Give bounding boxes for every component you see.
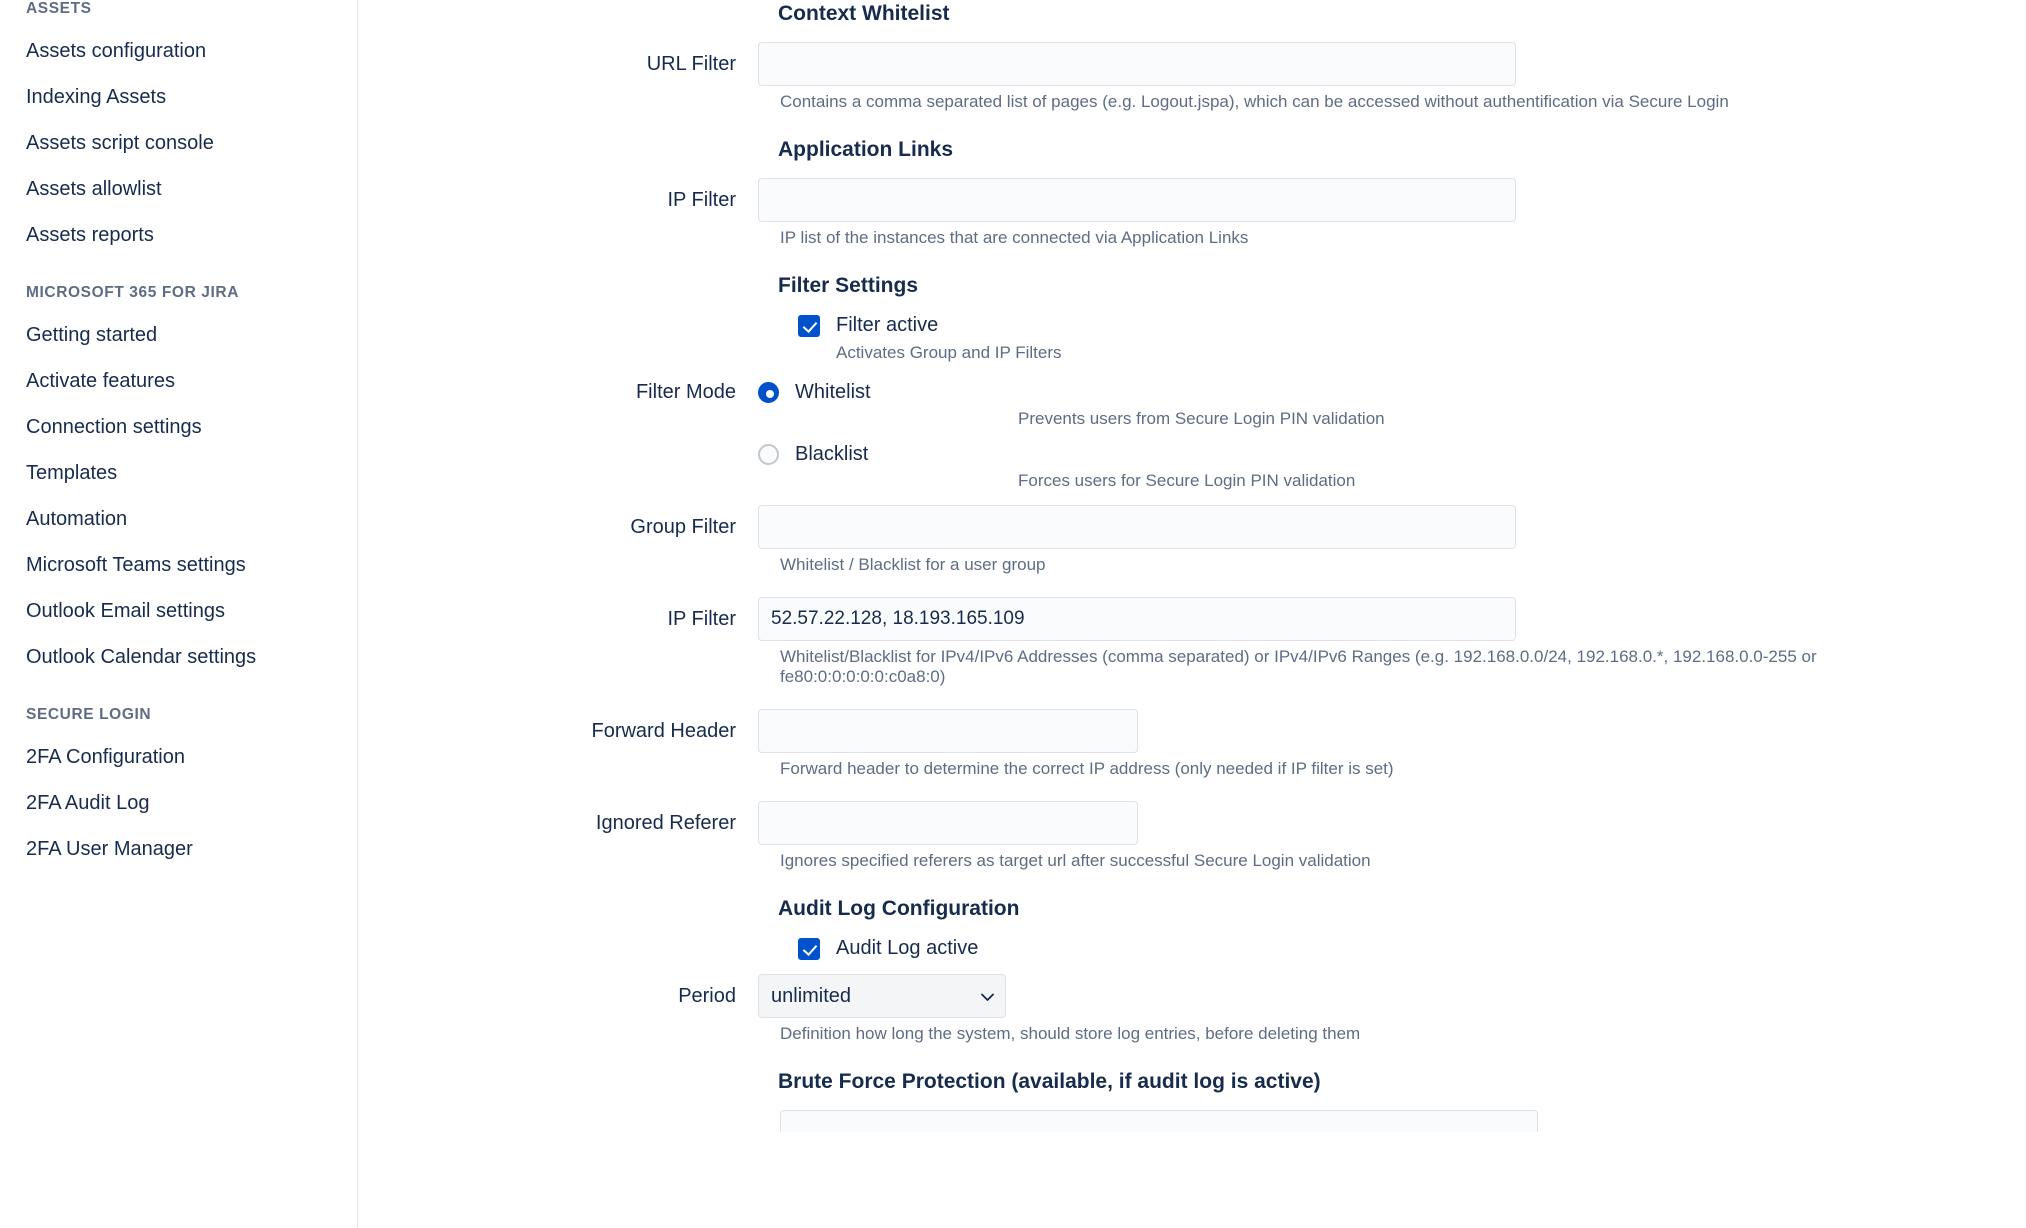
period-select-wrapper[interactable] xyxy=(758,974,1006,1018)
label-audit-log-active: Audit Log active xyxy=(836,937,979,959)
input-group-filter[interactable] xyxy=(758,505,1516,549)
field-row-applinks-ip-filter xyxy=(358,178,1986,222)
field-row-forward-header xyxy=(358,709,1986,753)
input-ignored-referer[interactable] xyxy=(758,801,1138,845)
radio-filter-mode-blacklist[interactable] xyxy=(758,444,779,465)
checkbox-filter-active[interactable] xyxy=(798,315,820,337)
input-url-filter[interactable] xyxy=(758,42,1516,86)
sidebar-group-secure-login xyxy=(0,706,357,872)
input-ip-filter[interactable] xyxy=(758,597,1516,641)
sidebar-group-microsoft-365 xyxy=(0,284,357,680)
sidebar xyxy=(0,0,358,1228)
section-title-brute-force: Brute Force Protection (available, if audit log is active) xyxy=(778,1070,1321,1093)
label-filter-mode-blacklist: Blacklist xyxy=(795,443,869,465)
label-ignored-referer: Ignored Referer xyxy=(595,811,736,834)
section-filter-settings xyxy=(358,274,1986,871)
label-filter-mode-whitelist: Whitelist xyxy=(795,381,871,403)
section-brute-force-protection xyxy=(358,1070,1986,1132)
section-audit-log-configuration xyxy=(358,897,1986,1044)
sidebar-item-2fa-user-manager[interactable]: 2FA User Manager xyxy=(26,838,193,860)
select-period[interactable] xyxy=(758,974,1006,1018)
help-forward-header: Forward header to determine the correct IP address (only needed if IP filter is set) xyxy=(780,759,1394,778)
input-applinks-ip-filter[interactable] xyxy=(758,178,1516,222)
help-period: Definition how long the system, should store log entries, before deleting them xyxy=(780,1024,1361,1043)
label-ip-filter: IP Filter xyxy=(667,607,736,630)
sidebar-item-2fa-audit-log[interactable]: 2FA Audit Log xyxy=(26,792,150,814)
sidebar-heading-microsoft-365: MICROSOFT 365 FOR JIRA xyxy=(26,284,240,301)
radio-filter-mode-whitelist[interactable] xyxy=(758,382,779,403)
section-title-application-links: Application Links xyxy=(778,138,954,161)
sidebar-item-outlook-calendar-settings[interactable]: Outlook Calendar settings xyxy=(26,646,257,668)
sidebar-item-indexing-assets[interactable]: Indexing Assets xyxy=(26,86,167,108)
settings-form xyxy=(358,0,2026,1192)
checkbox-audit-log-active[interactable] xyxy=(798,938,820,960)
label-url-filter: URL Filter xyxy=(646,52,736,75)
section-title-context-whitelist: Context Whitelist xyxy=(778,2,950,25)
sidebar-item-automation[interactable]: Automation xyxy=(26,508,128,530)
sidebar-item-assets-reports[interactable]: Assets reports xyxy=(26,224,154,246)
field-row-url-filter xyxy=(358,42,1986,86)
brute-force-partial-field xyxy=(358,1110,1986,1132)
section-application-links xyxy=(358,138,1986,248)
label-applinks-ip-filter: IP Filter xyxy=(667,188,736,211)
checkbox-row-audit-log-active[interactable] xyxy=(358,937,1986,960)
radio-row-whitelist[interactable] xyxy=(358,381,1986,404)
field-row-ignored-referer xyxy=(358,801,1986,845)
sidebar-item-assets-allowlist[interactable]: Assets allowlist xyxy=(26,178,162,200)
sidebar-item-getting-started[interactable]: Getting started xyxy=(26,324,158,346)
section-title-filter-settings: Filter Settings xyxy=(778,274,919,297)
sidebar-group-assets xyxy=(0,0,357,258)
checkbox-row-filter-active[interactable] xyxy=(358,314,1986,337)
section-context-whitelist xyxy=(358,0,1986,112)
radio-row-blacklist[interactable] xyxy=(358,443,1986,466)
sidebar-item-2fa-configuration[interactable]: 2FA Configuration xyxy=(26,746,185,768)
help-applinks-ip-filter: IP list of the instances that are connected via Application Links xyxy=(780,228,1249,247)
help-filter-mode-blacklist: Forces users for Secure Login PIN validation xyxy=(1018,471,1356,490)
label-filter-active: Filter active xyxy=(836,314,939,336)
field-row-group-filter xyxy=(358,505,1986,549)
sidebar-item-microsoft-teams-settings[interactable]: Microsoft Teams settings xyxy=(26,554,246,576)
label-filter-mode: Filter Mode xyxy=(635,381,736,403)
help-filter-mode-whitelist: Prevents users from Secure Login PIN validation xyxy=(1018,409,1385,428)
label-forward-header: Forward Header xyxy=(591,719,736,742)
help-group-filter: Whitelist / Blacklist for a user group xyxy=(780,555,1046,574)
sidebar-item-assets-configuration[interactable]: Assets configuration xyxy=(26,40,207,62)
help-filter-active: Activates Group and IP Filters xyxy=(836,343,1062,362)
label-period: Period xyxy=(678,984,736,1007)
help-ignored-referer: Ignores specified referers as target url after successful Secure Login validation xyxy=(780,851,1371,870)
label-group-filter: Group Filter xyxy=(630,515,736,538)
help-ip-filter: Whitelist/Blacklist for IPv4/IPv6 Addresses (comma separated) or IPv4/IPv6 Ranges (e.g. 192.168.0.0/24, 192.168.0.*, 192.168.0.0-255 or fe80:0:0:0:0:0:c0a8:0) xyxy=(780,647,1817,686)
input-brute-force-partial[interactable] xyxy=(780,1110,1538,1132)
sidebar-item-outlook-email-settings[interactable]: Outlook Email settings xyxy=(26,600,225,622)
sidebar-item-connection-settings[interactable]: Connection settings xyxy=(26,416,202,438)
sidebar-item-activate-features[interactable]: Activate features xyxy=(26,370,175,392)
field-row-period xyxy=(358,974,1986,1018)
help-url-filter: Contains a comma separated list of pages (e.g. Logout.jspa), which can be accessed without authentification via Secure Login xyxy=(780,92,1729,111)
sidebar-item-templates[interactable]: Templates xyxy=(26,462,118,484)
sidebar-heading-secure-login: SECURE LOGIN xyxy=(26,706,152,723)
sidebar-item-assets-script-console[interactable]: Assets script console xyxy=(26,132,214,154)
sidebar-heading-assets: ASSETS xyxy=(26,0,92,17)
input-forward-header[interactable] xyxy=(758,709,1138,753)
section-title-audit-log: Audit Log Configuration xyxy=(778,897,1020,920)
field-row-ip-filter xyxy=(358,597,1986,641)
